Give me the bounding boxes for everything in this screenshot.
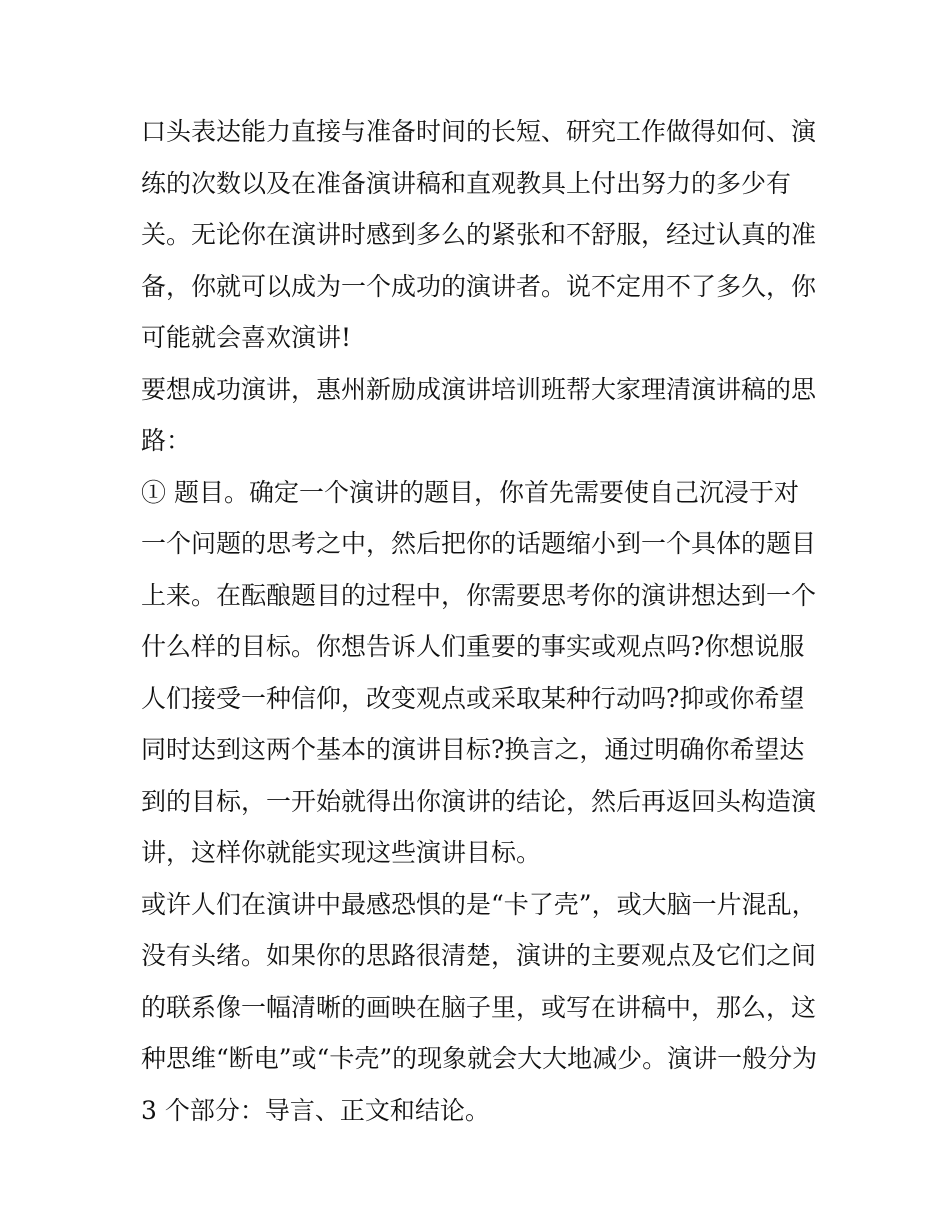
text-line: 一个问题的思考之中，然后把你的话题缩小到一个具体的题目 bbox=[141, 529, 817, 558]
text-line: 练的次数以及在准备演讲稿和直观教具上付出努力的多少有 bbox=[141, 168, 792, 198]
text-line: 没有头绪。如果你的思路很清楚，演讲的主要观点及它们之间 bbox=[141, 941, 817, 970]
document-body bbox=[141, 106, 821, 1136]
text-line: ① 题目。确定一个演讲的题目，你首先需要使自己沉浸于对 bbox=[141, 477, 799, 507]
text-line: 到的目标，一开始就得出你演讲的结论，然后再返回头构造演 bbox=[141, 786, 817, 816]
text-line: 备，你就可以成为一个成功的演讲者。说不定用不了多久，你 bbox=[141, 271, 817, 301]
text-line: 同时达到这两个基本的演讲目标?换言之，通过明确你希望达 bbox=[141, 735, 805, 764]
text-line: 什么样的目标。你想告诉人们重要的事实或观点吗?你想说服 bbox=[141, 632, 805, 661]
text-line: 可能就会喜欢演讲! bbox=[141, 323, 352, 352]
text-line: 讲，这样你就能实现这些演讲目标。 bbox=[141, 838, 542, 867]
text-line: 路： bbox=[141, 426, 192, 455]
text-line: 关。无论你在演讲时感到多么的紧张和不舒服，经过认真的准 bbox=[141, 220, 817, 249]
text-line: 种思维“断电”或“卡壳”的现象就会大大地减少。演讲一般分为 bbox=[141, 1044, 818, 1073]
text-line: 口头表达能力直接与准备时间的长短、研究工作做得如何、演 bbox=[141, 117, 817, 146]
text-line: 3 个部分：导言、正文和结论。 bbox=[141, 1095, 490, 1125]
text-line: 的联系像一幅清晰的画映在脑子里，或写在讲稿中，那么，这 bbox=[141, 992, 817, 1022]
text-line: 要想成功演讲，惠州新励成演讲培训班帮大家理清演讲稿的思 bbox=[141, 374, 817, 404]
text-line: 人们接受一种信仰，改变观点或采取某种行动吗?抑或你希望 bbox=[141, 683, 805, 713]
text-line: 或许人们在演讲中最感恐惧的是“卡了壳”，或大脑一片混乱， bbox=[141, 889, 817, 919]
text-line: 上来。在酝酿题目的过程中，你需要思考你的演讲想达到一个 bbox=[141, 580, 817, 610]
